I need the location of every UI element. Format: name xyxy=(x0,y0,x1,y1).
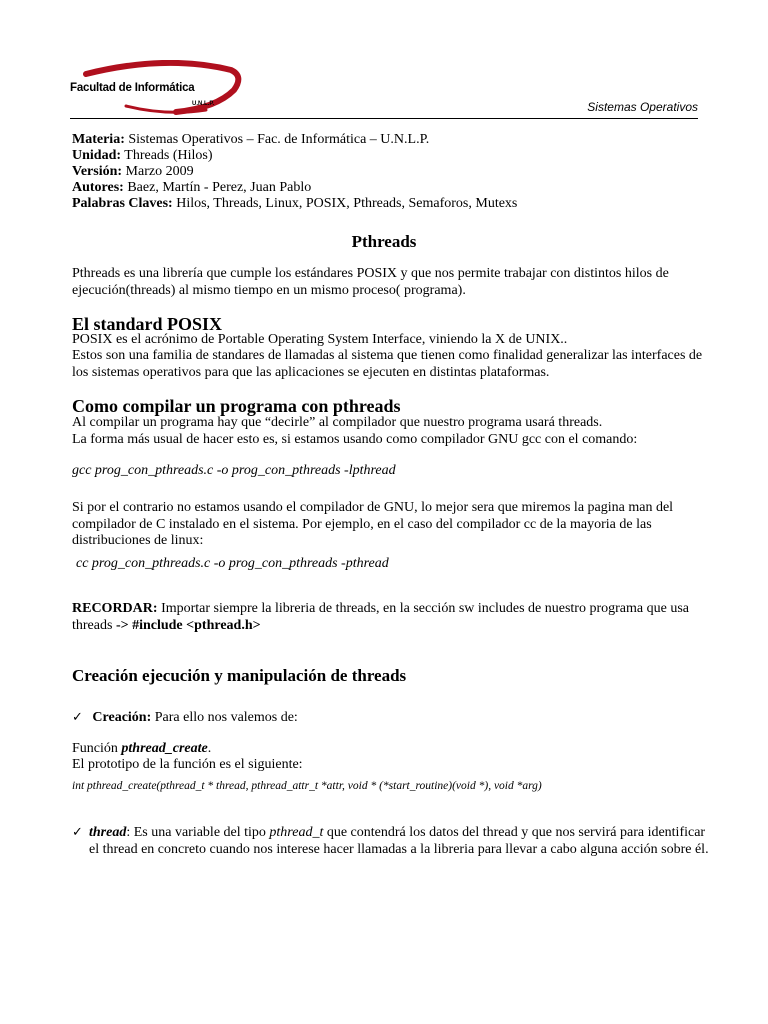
document-title: Pthreads xyxy=(351,232,417,251)
posix-paragraph: Estos son una familia de standares de llamadas al sistema que tienen como finalidad generalizar las interfaces de los sistemas operativos para que las aplicaciones se ejecuten en distintas plataformas. xyxy=(72,348,703,380)
bullet-creacion: ✓ Creación: Para ello nos valemos de: xyxy=(72,710,298,725)
bullet-thread: ✓ thread: Es una variable del tipo pthread_t que contendrá los datos del thread y que nos servirá para identificar el thread en concreto cuando nos interese hacer llamadas a la libreria para llevar a cabo alguna acción sobre él. xyxy=(72,825,709,857)
gcc-command: gcc prog_con_pthreads.c -o prog_con_pthreads -lpthread xyxy=(72,463,396,478)
checkmark-icon: ✓ xyxy=(72,710,83,725)
recordar-note: RECORDAR: Importar siempre la libreria de threads, en la sección sw includes de nuestro programa que usa threads -> #include <pthread.h> xyxy=(72,601,689,633)
document-metadata xyxy=(72,132,517,212)
function-signature: int pthread_create(pthread_t * thread, pthread_attr_t *attr, void * (*start_routine)(void *), void *arg) xyxy=(72,780,542,792)
intro-paragraph: Pthreads es una librería que cumple los estándares POSIX y que nos permite trabajar con distintos hilos de ejecución(threads) al mismo tiempo en un mismo proceso( programa). xyxy=(72,266,669,298)
header-course-name: Sistemas Operativos xyxy=(587,100,698,114)
meta-row-unidad: Unidad: Threads (Hilos) xyxy=(72,148,213,163)
funcion-line: Función pthread_create. xyxy=(72,741,212,756)
posix-line-1: POSIX es el acrónimo de Portable Operating System Interface, viniendo la X de UNIX.. xyxy=(72,332,568,347)
logo-text: Facultad de Informática xyxy=(70,82,195,94)
logo-subtext: U.N.L.P. xyxy=(192,101,215,107)
meta-row-version: Versión: Marzo 2009 xyxy=(72,164,194,179)
compile-paragraph: Si por el contrario no estamos usando el compilador de GNU, lo mejor sera que miremos la pagina man del compilador de C instalado en el sistema. Por ejemplo, en el caso del compilador cc de la mayoria de las distribuciones de linux: xyxy=(72,500,674,548)
include-directive: -> #include <pthread.h> xyxy=(115,617,261,633)
compile-heading: Como compilar un programa con pthreads xyxy=(72,396,401,416)
checkmark-icon: ✓ xyxy=(72,825,83,840)
recordar-label: RECORDAR: xyxy=(72,601,158,616)
meta-row-autores: Autores: Baez, Martín - Perez, Juan Pablo xyxy=(72,180,312,195)
compile-line-1: Al compilar un programa hay que “decirle” al compilador que nuestro programa usará threads. xyxy=(72,415,603,430)
type-pthread-t: pthread_t xyxy=(269,825,324,840)
compile-line-2: La forma más usual de hacer esto es, si estamos usando como compilador GNU gcc con el comando: xyxy=(72,432,638,447)
posix-heading: El standard POSIX xyxy=(72,314,223,334)
function-name: pthread_create xyxy=(121,741,208,756)
cc-command: cc prog_con_pthreads.c -o prog_con_pthreads -pthread xyxy=(76,556,389,571)
param-thread: thread xyxy=(89,825,127,840)
meta-row-keywords: Palabras Claves: Hilos, Threads, Linux, POSIX, Pthreads, Semaforos, Mutexs xyxy=(72,196,518,211)
creacion-heading: Creación ejecución y manipulación de threads xyxy=(72,666,407,685)
header-divider xyxy=(70,118,698,119)
faculty-logo xyxy=(66,60,246,118)
meta-row-materia: Materia: Sistemas Operativos – Fac. de Informática – U.N.L.P. xyxy=(72,132,430,147)
prototipo-line: El prototipo de la función es el siguiente: xyxy=(72,757,303,772)
